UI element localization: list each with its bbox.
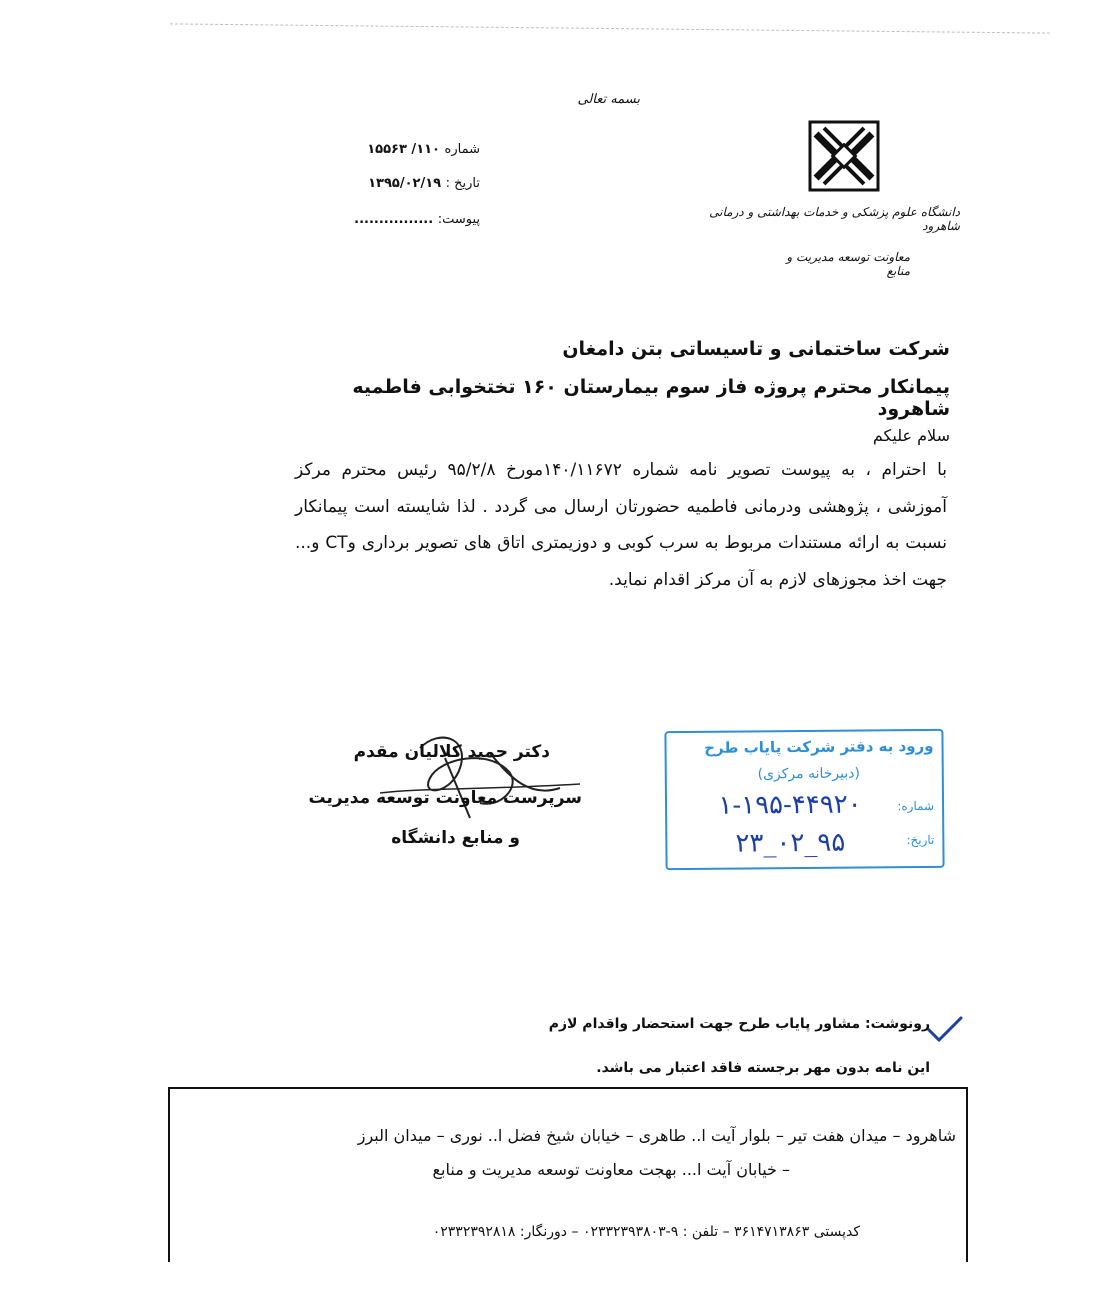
checkmark-icon (925, 1014, 965, 1044)
contact-line: کدپستی ۳۶۱۴۷۱۳۸۶۳ – تلفن : ۹-۰۲۳۳۲۳۹۳۸۰۳ – دورنگار: ۰۲۳۳۲۳۹۲۸۱۸ (432, 1224, 860, 1240)
letter-attachment-label: پیوست: (437, 212, 480, 227)
address-line-1: شاهرود – میدان هفت تیر – بلوار آیت ا.. طاهری – خیابان شیخ فضل ا.. نوری – میدان البرز (357, 1126, 956, 1145)
letter-date-label: تاریخ : (445, 176, 480, 191)
letter-attachment (310, 212, 480, 227)
department-name: معاونت توسعه مدیریت و منابع (786, 250, 910, 278)
university-name: دانشگاه علوم پزشکی و خدمات بهداشتی و درمانی شاهرود (709, 205, 960, 233)
stamp-secretariat: (دبیرخانه مرکزی) (757, 765, 861, 783)
greeting: سلام علیکم (872, 426, 950, 445)
signatory-department: و منابع دانشگاه (391, 828, 520, 848)
stamp-number-value: ۱-۱۹۵-۴۴۹۲۰ (718, 789, 862, 821)
university-logo-icon (806, 118, 882, 194)
stamp-date-value: ۹۵_۰۲_۲۳ (735, 827, 846, 859)
bismillah-heading: بسمه تعالی (577, 92, 640, 107)
receipt-stamp (664, 729, 944, 870)
recipient-company: شرکت ساختمانی و تاسیساتی بتن دامغان (562, 338, 950, 360)
stamp-date-label: تاریخ: (906, 832, 935, 848)
letter-date (310, 176, 480, 191)
address-line-2: – خیابان آیت ا... بهجت معاونت توسعه مدیریت و منابع (432, 1160, 790, 1179)
letter-number-value: ۱۱۰/ ۱۵۵۶۳ (367, 142, 440, 157)
recipient-contractor: پیمانکار محترم پروژه فاز سوم بیمارستان ۱۶۰ تختخوابی فاطمیه شاهرود (352, 376, 950, 420)
handwritten-signature-icon (360, 718, 590, 838)
stamp-office-title: ورود به دفتر شرکت پایاب طرح (704, 736, 934, 757)
signatory-title: سرپرست معاونت توسعه مدیریت (308, 788, 582, 808)
scan-edge-line (170, 23, 1050, 33)
letter-body: با احترام ، به پیوست تصویر نامه شماره ۱۴۰/۱۱۶۷۲مورخ ۹۵/۲/۸ رئیس محترم مرکز آموزشی ، پژوهشی ودرمانی فاطمیه حضورتان ارسال می گردد . لذا شایسته است پیمانکار نسبت به ارائه مستندات مربوط به سرب کوبی و دوزیمتری اتاق های تصویر برداری وCT و... جهت اخذ مجوزهای لازم به آن مرکز اقدام نماید. (295, 460, 947, 590)
letter-number-label: شماره (444, 142, 480, 157)
carbon-copy-text: مشاور پایاب طرح جهت استحضار واقدام لازم (548, 1016, 861, 1032)
carbon-copy-label: رونوشت: (865, 1016, 930, 1032)
letter-number (310, 142, 480, 157)
carbon-copy (500, 1016, 930, 1032)
letter-attachment-value: ................ (354, 212, 434, 227)
signatory-name: دکتر حمید کلالیان مقدم (353, 742, 550, 762)
letter-date-value: ۱۳۹۵/۰۲/۱۹ (368, 176, 442, 191)
validity-warning: این نامه بدون مهر برجسته فاقد اعتبار می باشد. (596, 1060, 930, 1076)
stamp-number-label: شماره: (897, 798, 935, 814)
